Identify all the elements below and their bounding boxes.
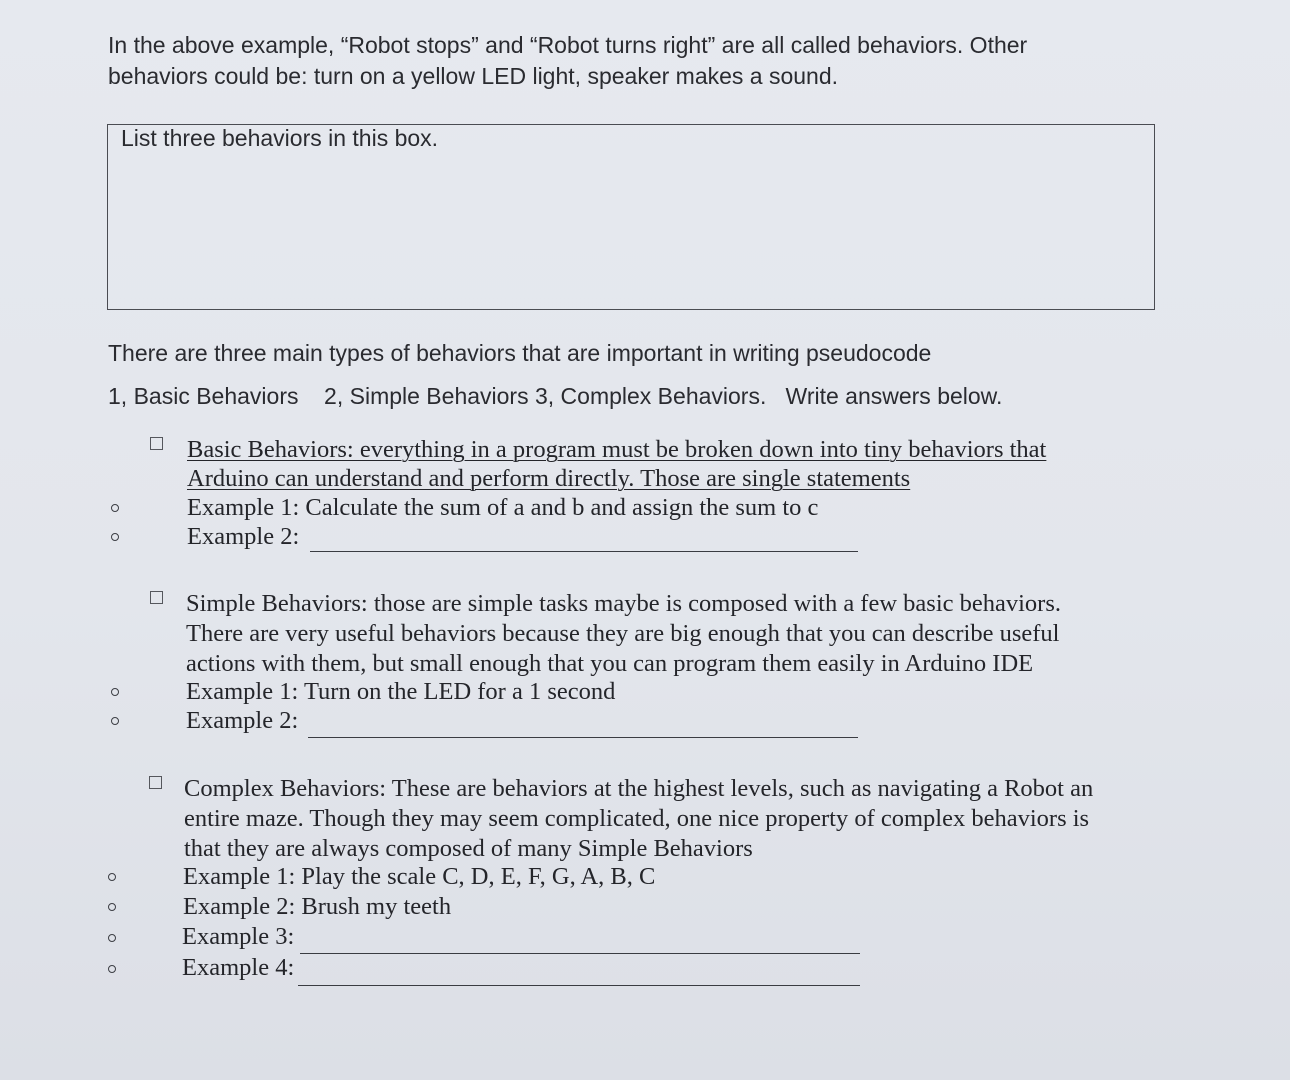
complex-checkbox[interactable]	[149, 776, 162, 789]
behaviors-answer-box[interactable]	[107, 124, 1155, 310]
bullet-icon	[108, 965, 116, 973]
complex-example-1: Example 1: Play the scale C, D, E, F, G, A, B, C	[183, 863, 656, 890]
complex-example-2: Example 2: Brush my teeth	[183, 893, 452, 920]
basic-example-2-blank[interactable]	[310, 551, 858, 552]
types-list: 1, Basic Behaviors 2, Simple Behaviors 3, Complex Behaviors. Write answers below.	[108, 383, 1003, 409]
complex-line-3: that they are always composed of many Simple Behaviors	[184, 835, 753, 862]
complex-example-4-blank[interactable]	[298, 985, 860, 986]
basic-example-2-label: Example 2:	[187, 523, 300, 550]
complex-example-4-label: Example 4:	[182, 954, 295, 981]
basic-checkbox[interactable]	[150, 437, 163, 450]
simple-example-1: Example 1: Turn on the LED for a 1 second	[186, 678, 616, 705]
types-intro: There are three main types of behaviors that are important in writing pseudocode	[108, 340, 932, 366]
basic-line-2	[187, 464, 910, 493]
bullet-icon	[111, 504, 119, 512]
simple-line-3: actions with them, but small enough that you can program them easily in Arduino IDE	[186, 650, 1034, 677]
answer-box-prompt: List three behaviors in this box.	[121, 125, 439, 151]
complex-line-2: entire maze. Though they may seem complicated, one nice property of complex behaviors is	[184, 805, 1090, 832]
basic-example-1: Example 1: Calculate the sum of a and b and assign the sum to c	[187, 494, 819, 521]
bullet-icon	[108, 903, 116, 911]
simple-example-2-label: Example 2:	[186, 707, 299, 734]
bullet-icon	[108, 934, 116, 942]
intro-line-1: In the above example, “Robot stops” and “Robot turns right” are all called behaviors. Other	[108, 32, 1028, 58]
intro-line-2: behaviors could be: turn on a yellow LED light, speaker makes a sound.	[108, 63, 839, 89]
basic-line-1	[187, 435, 1046, 464]
simple-checkbox[interactable]	[150, 591, 163, 604]
bullet-icon	[111, 717, 119, 725]
simple-line-1: Simple Behaviors: those are simple tasks maybe is composed with a few basic behaviors.	[186, 590, 1062, 617]
simple-line-2: There are very useful behaviors because they are big enough that you can describe useful	[186, 620, 1060, 647]
complex-example-3-label: Example 3:	[182, 923, 295, 950]
bullet-icon	[108, 873, 116, 881]
bullet-icon	[111, 533, 119, 541]
bullet-icon	[111, 688, 119, 696]
simple-example-2-blank[interactable]	[308, 737, 858, 738]
complex-example-3-blank[interactable]	[300, 953, 860, 954]
complex-line-1: Complex Behaviors: These are behaviors at the highest levels, such as navigating a Robot an	[184, 775, 1094, 802]
basic-definition-line-2: Arduino can understand and perform directly. Those are single statements	[187, 465, 911, 492]
intro-paragraph	[108, 30, 1118, 92]
basic-definition-line-1: Basic Behaviors: everything in a program must be broken down into tiny behaviors that	[187, 436, 1047, 463]
